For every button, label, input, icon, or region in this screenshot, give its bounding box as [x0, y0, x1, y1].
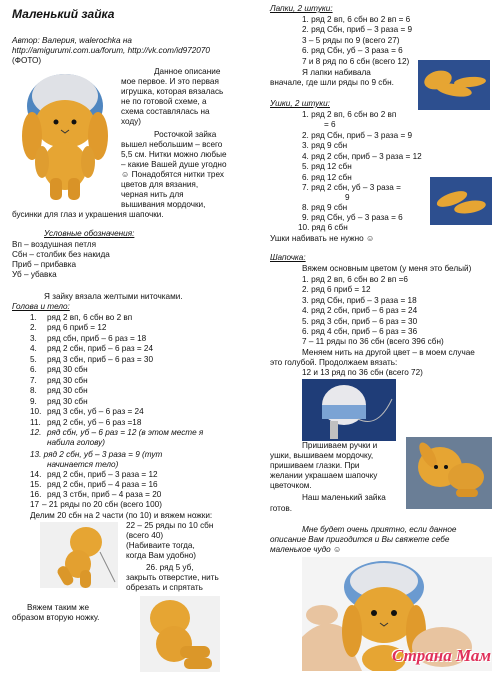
row-item: 16. — [30, 490, 42, 499]
legend-title: Условные обозначения: — [44, 229, 135, 238]
second-leg-note-2: образом вторую ножку. — [12, 613, 100, 622]
row-item: 4. — [30, 344, 37, 353]
author-links[interactable]: http://amigurumi.com.ua/forum, http://vk.com/id972070 — [12, 46, 210, 55]
row-item: 3. — [30, 334, 37, 343]
row-item: 2. — [30, 323, 37, 332]
hat-title: Шапочка: — [270, 253, 306, 262]
author-line: Автор: Валерия, walerochka на — [12, 36, 132, 45]
row-item: 13. ряд 2 сбн, уб – 3 раза = 9 (тут — [30, 450, 163, 459]
head-body-title: Голова и тело: — [12, 302, 70, 311]
bunny-photo-main — [12, 66, 118, 202]
watermark-logo: Страна Мам — [392, 646, 492, 665]
hat-photo — [302, 379, 396, 441]
row-item: 15. — [30, 480, 42, 489]
paws-title: Лапки, 2 штуки: — [270, 4, 333, 13]
bunny-photo-lying — [406, 437, 492, 509]
split-note: Делим 20 сбн на 2 части (по 10) и вяжем ножки: — [30, 511, 213, 520]
ears-photo — [430, 177, 492, 225]
row-item: 8. — [30, 386, 37, 395]
row-item: 12. — [30, 428, 42, 437]
body-photo — [140, 596, 220, 672]
row-item: 7. — [30, 376, 37, 385]
row-item: 1. — [30, 313, 37, 322]
row-item: 6. — [30, 365, 37, 374]
page-title: Маленький зайка — [12, 7, 115, 21]
row-item: 5. — [30, 355, 37, 364]
legs-photo — [40, 522, 118, 588]
row-item: 14. — [30, 470, 42, 479]
second-leg-note-1: Вяжем таким же — [27, 603, 90, 612]
ears-title: Ушки, 2 штуки: — [270, 99, 330, 108]
yarn-note: Я зайку вязала желтыми ниточками. — [44, 292, 183, 301]
row-item: 17 — [30, 500, 40, 509]
photo-note: (ФОТО) — [12, 56, 42, 65]
row-item: 10. — [30, 407, 42, 416]
row-item: 11. — [30, 418, 41, 427]
paws-photo — [418, 60, 490, 110]
row-item: 9. — [30, 397, 37, 406]
